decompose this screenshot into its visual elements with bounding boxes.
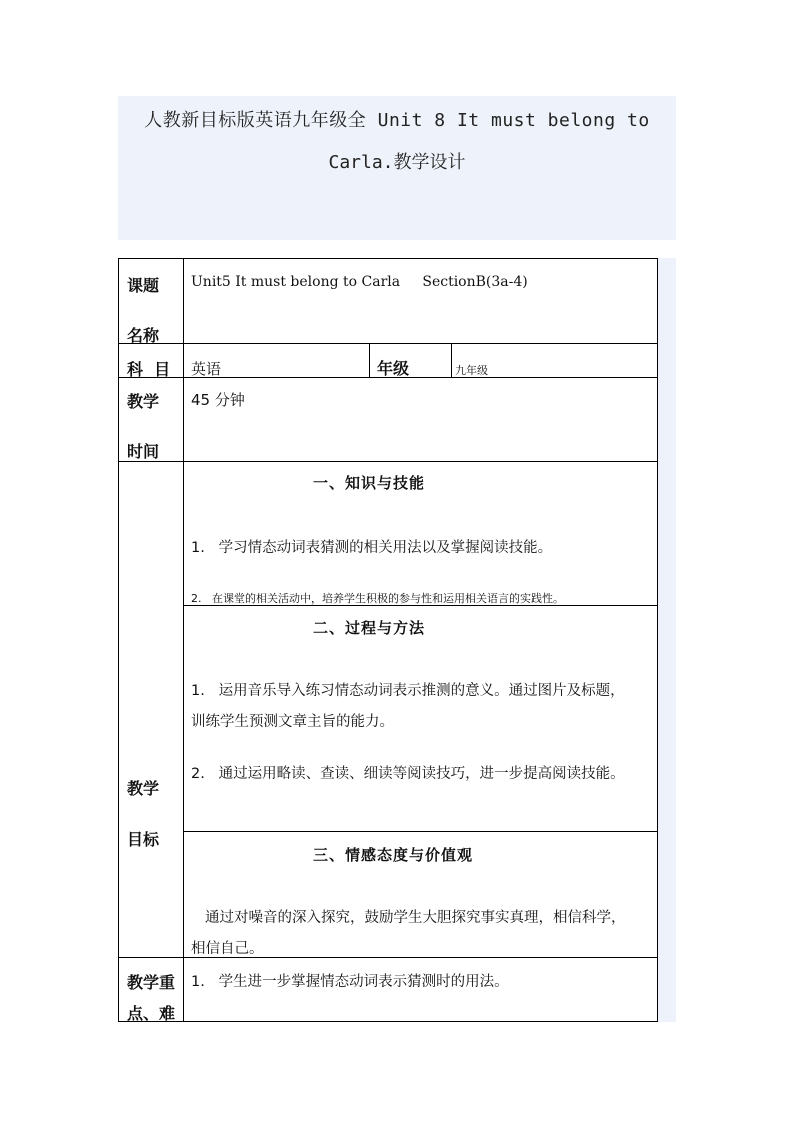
side-strip xyxy=(658,258,676,1022)
course-label-1: 课题 xyxy=(127,276,160,295)
page-title-line1: 人教新目标版英语九年级全 Unit 8 It must belong to xyxy=(144,110,650,131)
time-label-2: 时间 xyxy=(127,442,160,461)
course-value: Unit5 It must belong to Carla SectionB(3a-4) xyxy=(191,274,528,290)
subject-divider-2 xyxy=(451,343,452,377)
page-title-line2: Carla.教学设计 xyxy=(328,152,466,173)
lesson-plan-table xyxy=(118,258,658,1022)
subject-value: 英语 xyxy=(191,360,222,378)
column-divider xyxy=(183,259,184,1021)
time-label-1: 教学 xyxy=(127,392,160,411)
knowledge-item-1: 1. 学习情态动词表猜测的相关用法以及掌握阅读技能。 xyxy=(191,540,553,556)
keypoints-label-2: 点、难 xyxy=(127,1004,176,1023)
goals-label-1: 教学 xyxy=(127,779,160,798)
process-heading: 二、过程与方法 xyxy=(313,619,426,637)
keypoints-item-1: 1. 学生进一步掌握情态动词表示猜测时的用法。 xyxy=(191,974,509,990)
title-block xyxy=(118,96,676,240)
emotion-line-1: 通过对噪音的深入探究，鼓励学生大胆探究事实真理，相信科学， xyxy=(205,910,626,926)
knowledge-heading: 一、知识与技能 xyxy=(313,474,426,492)
emotion-line-2: 相信自己。 xyxy=(191,941,264,957)
row-line-1 xyxy=(119,343,657,344)
goals-label-2: 目标 xyxy=(127,830,160,849)
keypoints-label-1: 教学重 xyxy=(127,973,176,992)
process-item-1-line2: 训练学生预测文章主旨的能力。 xyxy=(191,714,394,730)
subject-label: 科 目 xyxy=(127,360,171,379)
emotion-heading: 三、情感态度与价值观 xyxy=(313,846,474,864)
grade-label: 年级 xyxy=(377,359,410,378)
subject-divider-1 xyxy=(369,343,370,377)
row-line-3 xyxy=(119,461,657,462)
time-value: 45 分钟 xyxy=(191,391,245,409)
grade-value: 九年级 xyxy=(455,364,488,377)
goals-line-2 xyxy=(183,831,657,832)
knowledge-item-2: 2. 在课堂的相关活动中，培养学生积极的参与性和运用相关语言的实践性。 xyxy=(191,592,564,605)
process-item-2: 2. 通过运用略读、查读、细读等阅读技巧，进一步提高阅读技能。 xyxy=(191,766,625,782)
process-item-1-line1: 1. 运用音乐导入练习情态动词表示推测的意义。通过图片及标题， xyxy=(191,683,625,699)
course-label-2: 名称 xyxy=(127,326,160,345)
